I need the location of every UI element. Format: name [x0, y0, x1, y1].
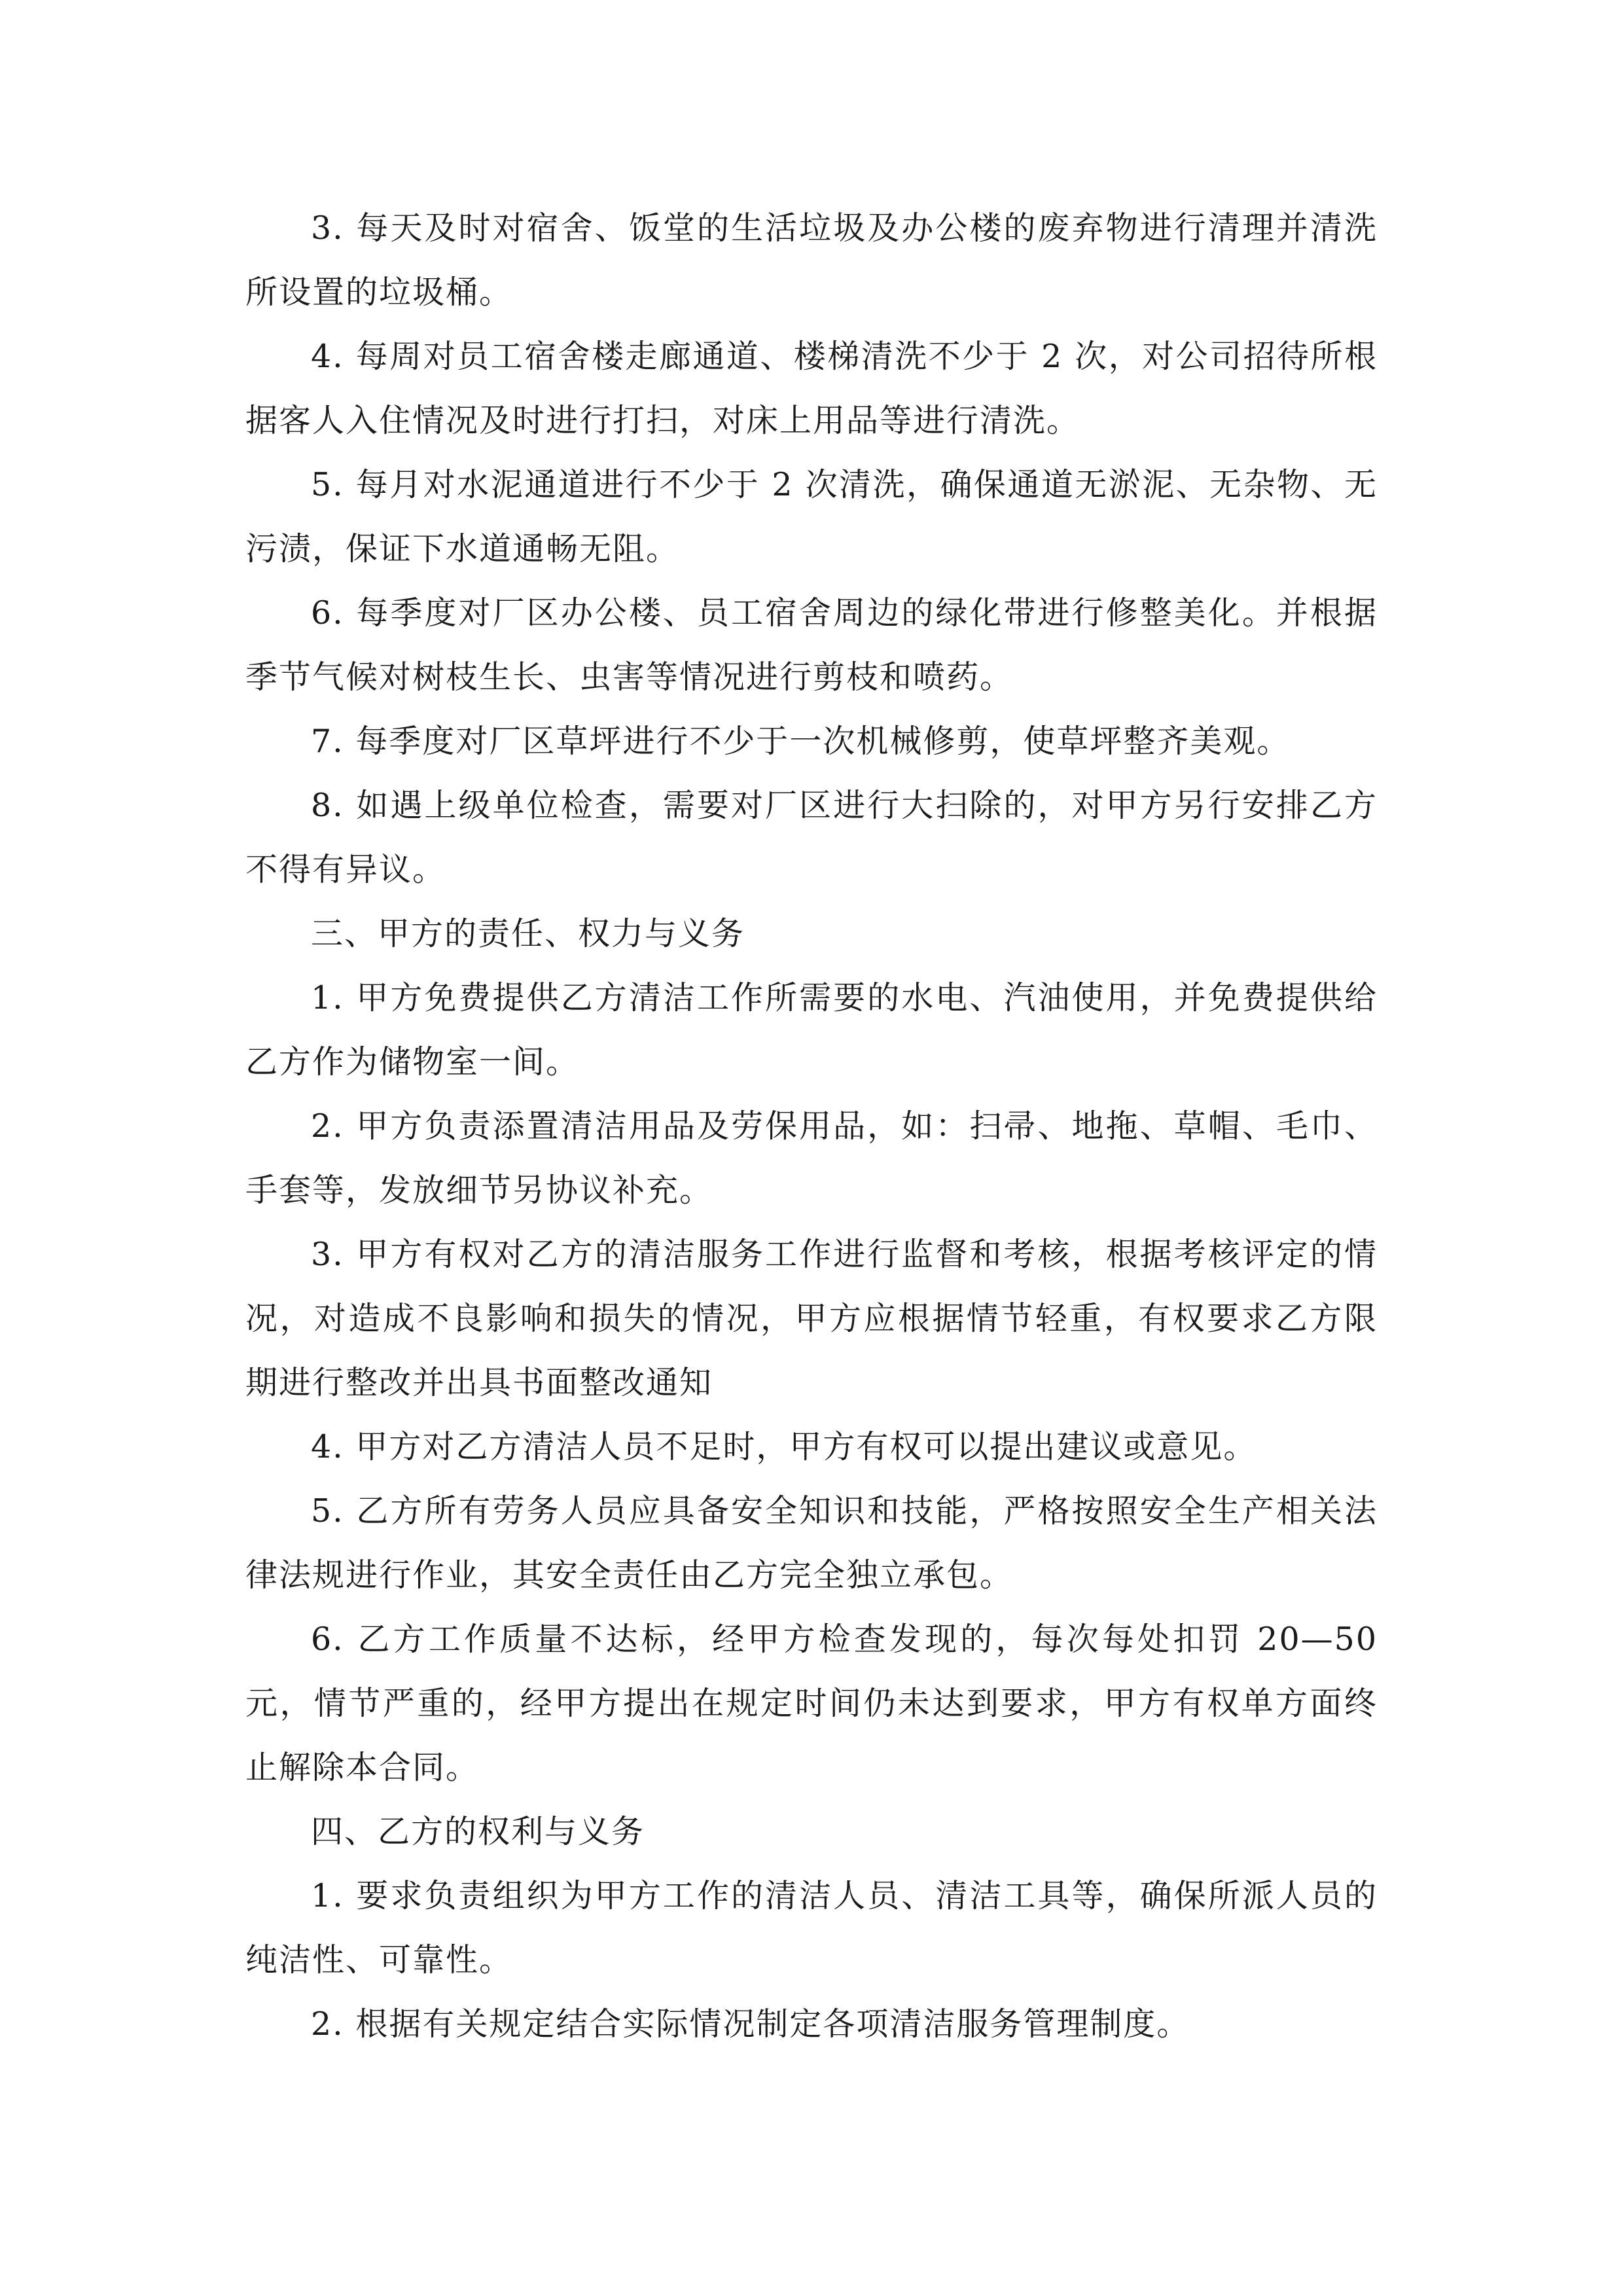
- party-b-clause-2: 2. 根据有关规定结合实际情况制定各项清洁服务管理制度。: [311, 2005, 1190, 2043]
- party-a-clause-6: 6. 乙方工作质量不达标，经甲方检查发现的，每次每处扣罚 20—50 元，情节严重的，经甲方提出在规定时间仍未达到要求，甲方有权单方面终止解除本合同。: [245, 1621, 1378, 1786]
- clause-6-greenbelt: 6. 每季度对厂区办公楼、员工宿舍周边的绿化带进行修整美化。并根据季节气候对树枝生长、虫害等情况进行剪枝和喷药。: [245, 594, 1378, 696]
- clause-5-cement-passage: 5. 每月对水泥通道进行不少于 2 次清洗，确保通道无淤泥、无杂物、无污渍，保证下水道通畅无阻。: [245, 466, 1378, 567]
- section-heading-party-a: 三、甲方的责任、权力与义务: [311, 915, 745, 952]
- party-b-clause-1: 1. 要求负责组织为甲方工作的清洁人员、清洁工具等，确保所派人员的纯洁性、可靠性。: [245, 1877, 1378, 1979]
- clause-3-garbage-cleanup: 3. 每天及时对宿舍、饭堂的生活垃圾及办公楼的废弃物进行清理并清洗所设置的垃圾桶。: [245, 209, 1378, 311]
- party-a-clause-3: 3. 甲方有权对乙方的清洁服务工作进行监督和考核，根据考核评定的情况，对造成不良影响和损失的情况，甲方应根据情节轻重，有权要求乙方限期进行整改并出具书面整改通知: [245, 1236, 1378, 1401]
- clause-8-inspection: 8. 如遇上级单位检查，需要对厂区进行大扫除的，对甲方另行安排乙方不得有异议。: [245, 787, 1378, 888]
- clause-7-lawn: 7. 每季度对厂区草坪进行不少于一次机械修剪，使草坪整齐美观。: [311, 723, 1291, 760]
- clause-4-dormitory-cleaning: 4. 每周对员工宿舍楼走廊通道、楼梯清洗不少于 2 次，对公司招待所根据客人入住情况及时进行打扫，对床上用品等进行清洗。: [245, 338, 1378, 439]
- document-body: [245, 196, 1378, 2056]
- party-a-clause-1: 1. 甲方免费提供乙方清洁工作所需要的水电、汽油使用，并免费提供给乙方作为储物室一间。: [245, 979, 1378, 1081]
- section-heading-party-b: 四、乙方的权利与义务: [311, 1813, 645, 1850]
- party-a-clause-4: 4. 甲方对乙方清洁人员不足时，甲方有权可以提出建议或意见。: [311, 1428, 1257, 1465]
- party-a-clause-2: 2. 甲方负责添置清洁用品及劳保用品，如：扫帚、地拖、草帽、毛巾、手套等，发放细节另协议补充。: [245, 1107, 1378, 1209]
- party-a-clause-5: 5. 乙方所有劳务人员应具备安全知识和技能，严格按照安全生产相关法律法规进行作业，其安全责任由乙方完全独立承包。: [245, 1492, 1378, 1594]
